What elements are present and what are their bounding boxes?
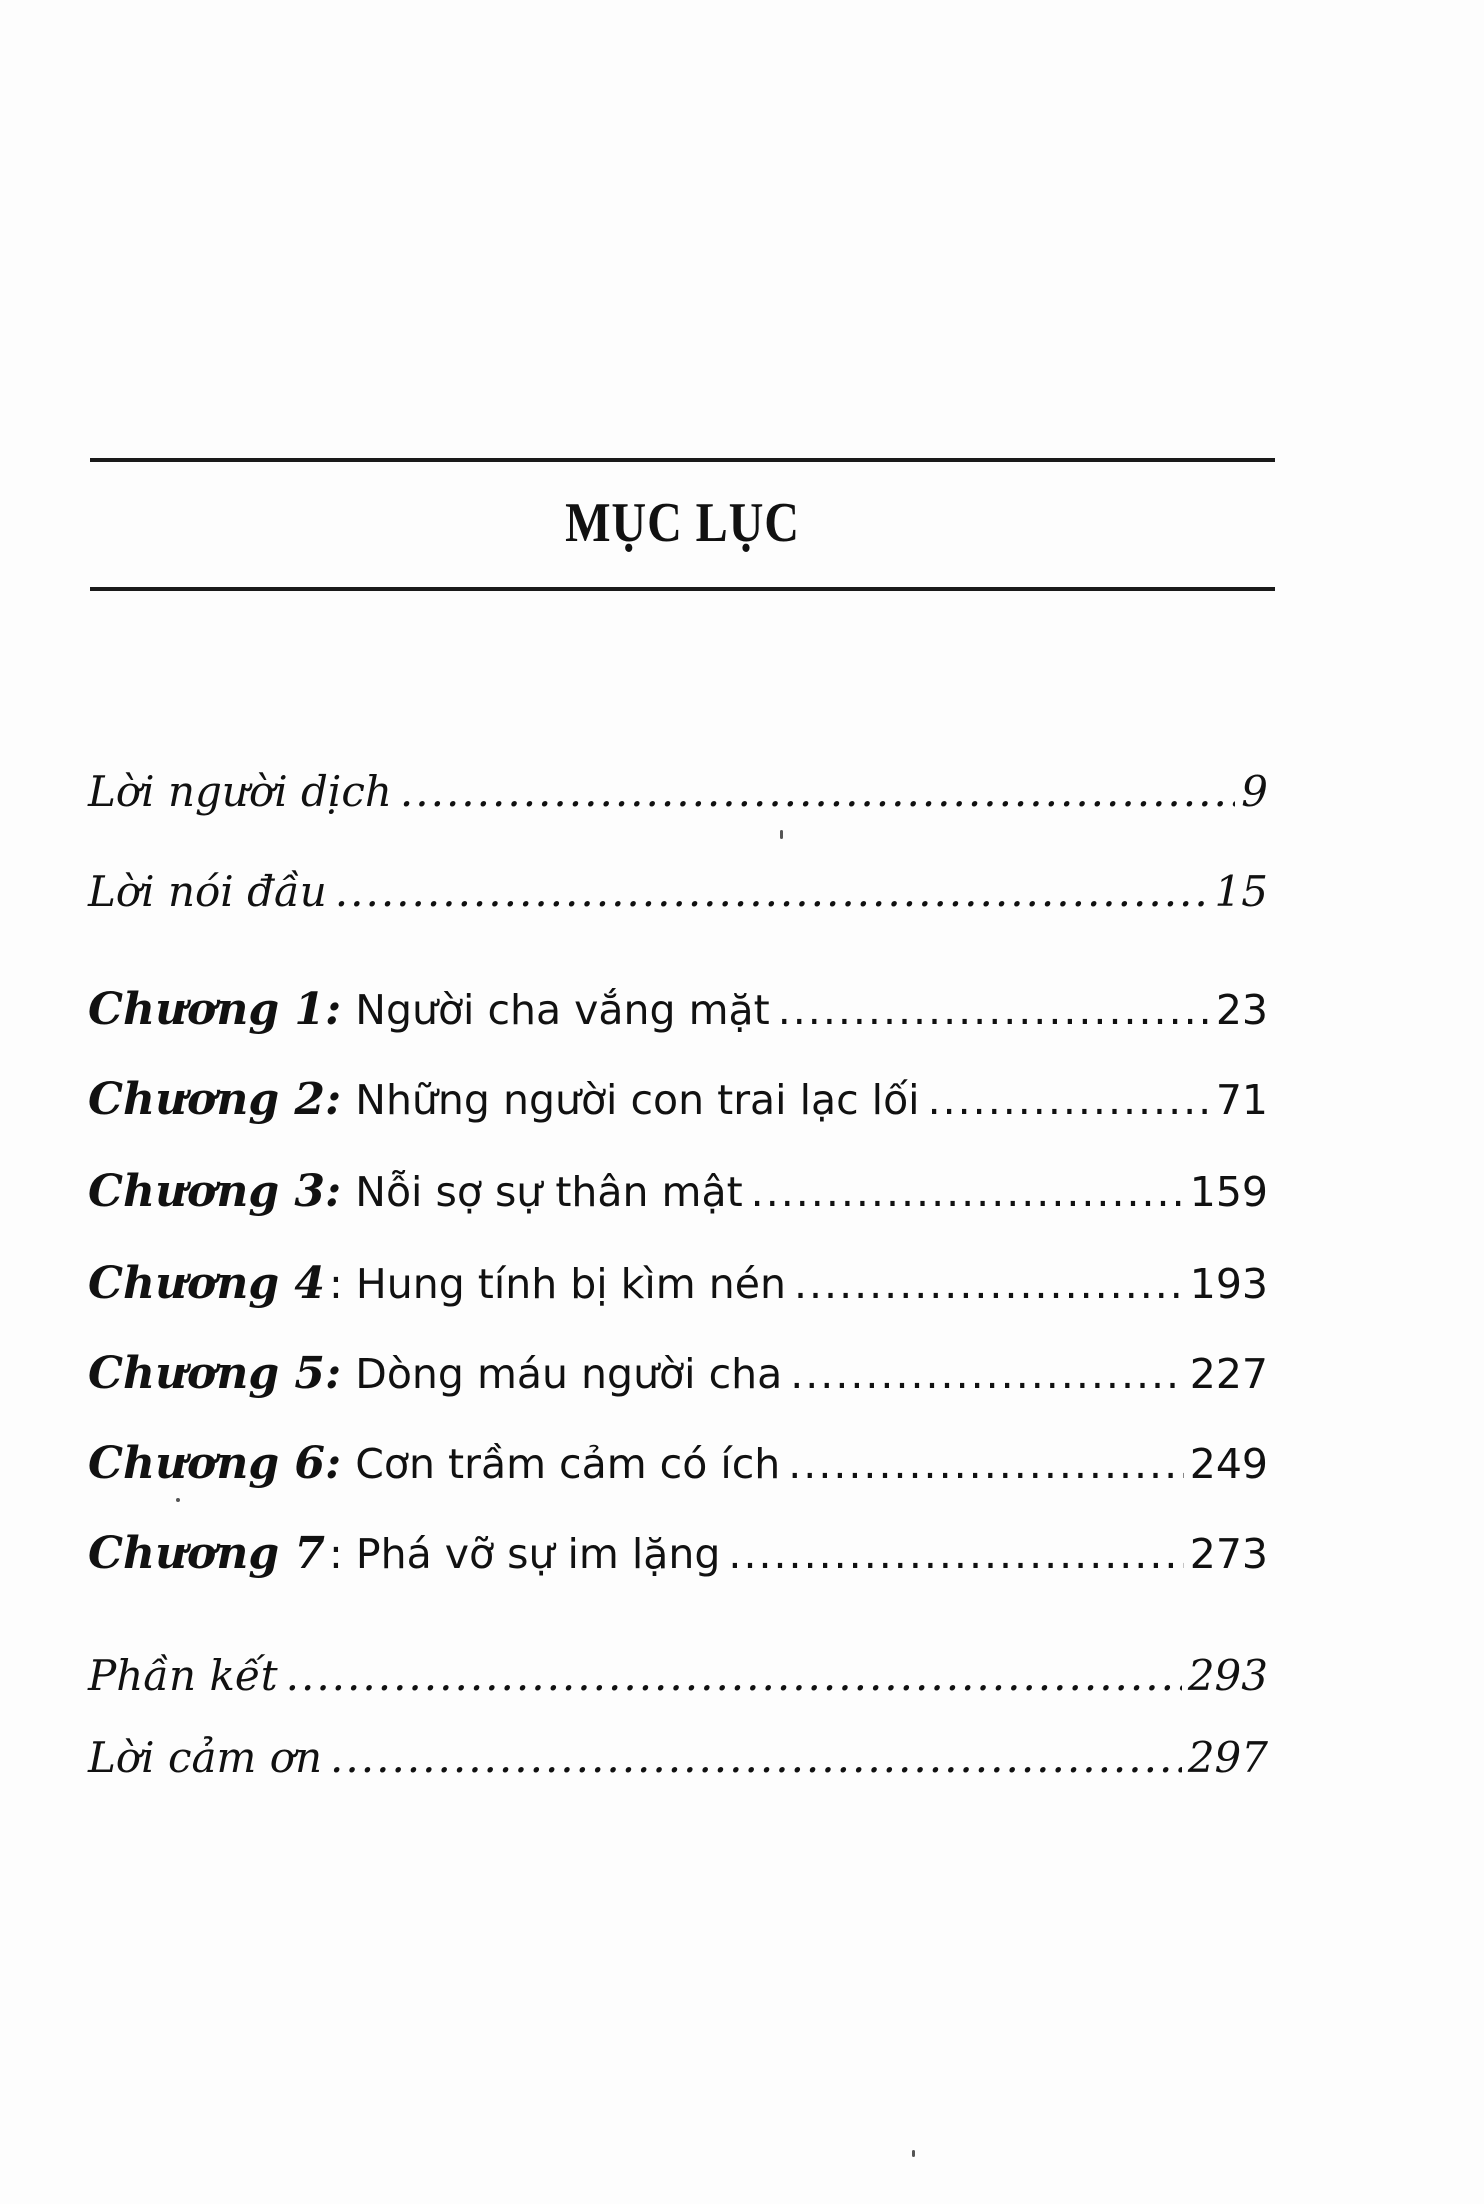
toc-entry-label	[88, 980, 770, 1040]
toc-entry-label: Lời nói đầu	[88, 867, 327, 916]
toc-entry-chapter-6	[88, 1434, 1268, 1494]
chapter-number: Chương 6:	[88, 1438, 342, 1489]
dot-leader	[790, 1344, 1184, 1404]
toc-entry-chapter-3	[88, 1162, 1268, 1222]
chapter-number: Chương 5:	[88, 1348, 342, 1399]
toc-entry-chapter-4	[88, 1254, 1268, 1314]
chapter-number: Chương 7	[88, 1528, 326, 1579]
toc-entry-page: 159	[1189, 1168, 1268, 1216]
toc-entry-label: Phần kết	[88, 1651, 278, 1700]
dot-leader	[286, 1646, 1182, 1706]
toc-entry-page: 227	[1189, 1350, 1268, 1398]
toc-entry-label: Lời cảm ơn	[88, 1733, 323, 1782]
chapter-title: Nỗi sợ sự thân mật	[355, 1168, 743, 1216]
print-speck	[780, 830, 783, 839]
chapter-title: Cơn trầm cảm có ích	[355, 1440, 781, 1488]
dot-leader	[788, 1434, 1183, 1494]
dot-leader	[794, 1254, 1184, 1314]
toc-entry-page: 249	[1189, 1440, 1268, 1488]
toc-entry-label	[88, 1344, 782, 1404]
dot-leader	[728, 1524, 1183, 1584]
print-speck	[912, 2150, 915, 2157]
toc-entry-label	[88, 1070, 920, 1130]
chapter-title: : Hung tính bị kìm nén	[329, 1260, 786, 1308]
toc-entry-page: 293	[1187, 1651, 1268, 1700]
toc-entry-label: Lời người dịch	[88, 767, 392, 816]
toc-entry-chapter-7	[88, 1524, 1268, 1584]
toc-entry-page: 193	[1189, 1260, 1268, 1308]
chapter-number: Chương 3:	[88, 1166, 342, 1217]
dot-leader	[928, 1070, 1210, 1130]
toc-entry-page: 23	[1215, 986, 1268, 1034]
toc-entry-preface	[88, 862, 1268, 922]
title-rule-bottom	[90, 587, 1275, 591]
toc-entry-chapter-2	[88, 1070, 1268, 1130]
toc-entry-chapter-1	[88, 980, 1268, 1040]
toc-entry-page: 273	[1189, 1530, 1268, 1578]
toc-entry-page: 15	[1214, 867, 1268, 916]
toc-entry-label	[88, 1434, 780, 1494]
toc-entry-page: 71	[1215, 1076, 1268, 1124]
chapter-title: Người cha vắng mặt	[355, 986, 770, 1034]
chapter-number: Chương 4	[88, 1258, 326, 1309]
toc-entry-translator-note	[88, 762, 1268, 822]
chapter-title: : Phá vỡ sự im lặng	[329, 1530, 721, 1578]
chapter-number: Chương 2:	[88, 1074, 342, 1125]
chapter-number: Chương 1:	[88, 984, 342, 1035]
print-speck	[176, 1498, 180, 1502]
toc-entry-label	[88, 1524, 720, 1584]
page-title: MỤC LỤC	[565, 492, 800, 554]
toc-entry-epilogue	[88, 1646, 1268, 1706]
dot-leader	[778, 980, 1210, 1040]
toc-entry-chapter-5	[88, 1344, 1268, 1404]
dot-leader	[335, 862, 1209, 922]
toc-entry-page: 9	[1241, 767, 1268, 816]
dot-leader	[751, 1162, 1184, 1222]
chapter-title: Dòng máu người cha	[355, 1350, 783, 1398]
toc-entry-label	[88, 1162, 743, 1222]
toc-entry-label	[88, 1254, 786, 1314]
toc-entry-acknowledgements	[88, 1728, 1268, 1788]
chapter-title: Những người con trai lạc lối	[355, 1076, 920, 1124]
toc-entry-page: 297	[1187, 1733, 1268, 1782]
title-rule-top	[90, 458, 1275, 462]
dot-leader	[330, 1728, 1182, 1788]
dot-leader	[400, 762, 1235, 822]
